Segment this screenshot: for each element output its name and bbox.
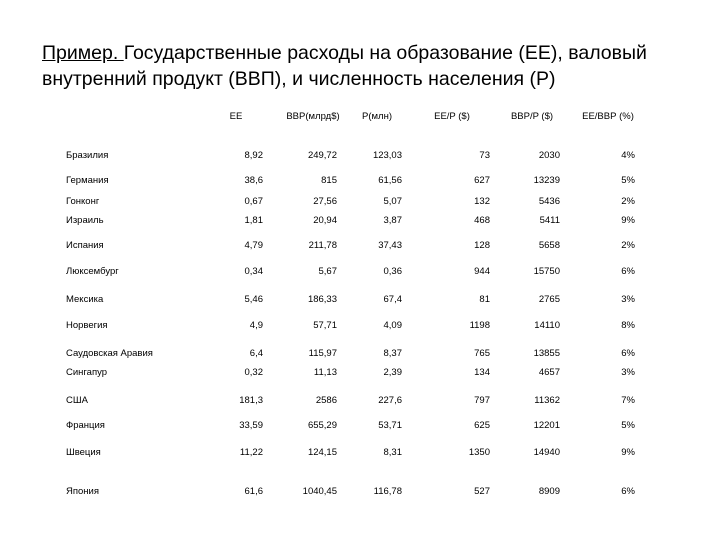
ee-cell: 33,59 (239, 420, 263, 431)
ee-per-capita-cell: 797 (474, 395, 490, 406)
country-name: Саудовская Аравия (66, 348, 153, 359)
gdp-per-capita-cell: 5436 (538, 196, 560, 207)
ee-cell: 0,32 (244, 367, 263, 378)
country-name: Мексика (66, 294, 104, 305)
gdp-cell: 115,97 (308, 348, 337, 359)
country-name: Швеция (66, 447, 101, 458)
ee-per-capita-cell: 128 (474, 240, 490, 251)
population-cell: 5,07 (383, 196, 402, 207)
header-gdp-per-capita: ВВР/P ($) (510, 111, 554, 122)
header-ee-per-capita: EE/P ($) (434, 111, 470, 122)
slide-title (42, 40, 702, 92)
ee-share-gdp-cell: 7% (621, 395, 635, 406)
ee-cell: 1,81 (244, 215, 263, 226)
ee-cell: 4,9 (249, 320, 263, 331)
ee-share-gdp-cell: 4% (621, 150, 635, 161)
ee-per-capita-cell: 765 (474, 348, 490, 359)
country-name: Франция (66, 420, 105, 431)
header-ee: EE (229, 111, 243, 122)
gdp-cell: 27,56 (313, 196, 337, 207)
gdp-per-capita-cell: 13239 (533, 175, 560, 186)
gdp-cell: 11,13 (313, 367, 337, 378)
gdp-per-capita-cell: 11362 (534, 395, 560, 406)
gdp-cell: 186,33 (307, 294, 337, 305)
country-name: Люксембург (66, 266, 119, 277)
ee-cell: 38,6 (244, 175, 263, 186)
ee-cell: 0,34 (244, 266, 263, 277)
gdp-per-capita-cell: 14940 (533, 447, 560, 458)
country-name: Испания (66, 240, 104, 251)
population-cell: 0,36 (383, 266, 402, 277)
population-cell: 61,56 (378, 175, 402, 186)
ee-per-capita-cell: 625 (474, 420, 490, 431)
ee-per-capita-cell: 132 (474, 196, 490, 207)
gdp-per-capita-cell: 14110 (534, 320, 560, 331)
gdp-cell: 124,15 (307, 447, 337, 458)
gdp-cell: 2586 (315, 395, 337, 406)
gdp-per-capita-cell: 5658 (538, 240, 560, 251)
ee-share-gdp-cell: 6% (621, 266, 635, 277)
ee-per-capita-cell: 81 (479, 294, 490, 305)
ee-cell: 6,4 (249, 348, 263, 359)
gdp-cell: 211,78 (308, 240, 337, 251)
country-name: Япония (66, 486, 99, 497)
gdp-cell: 655,29 (307, 420, 337, 431)
ee-share-gdp-cell: 3% (621, 294, 635, 305)
ee-per-capita-cell: 944 (474, 266, 490, 277)
gdp-cell: 815 (321, 175, 337, 186)
population-cell: 3,87 (383, 215, 402, 226)
title-line-1 (42, 40, 702, 66)
ee-per-capita-cell: 1198 (469, 320, 490, 331)
ee-per-capita-cell: 468 (474, 215, 490, 226)
ee-cell: 61,6 (244, 486, 263, 497)
ee-cell: 11,22 (239, 447, 263, 458)
population-cell: 67,4 (383, 294, 402, 305)
country-name: Норвегия (66, 320, 108, 331)
ee-per-capita-cell: 627 (474, 175, 490, 186)
population-cell: 4,09 (383, 320, 402, 331)
ee-share-gdp-cell: 5% (621, 175, 635, 186)
ee-share-gdp-cell: 8% (621, 320, 635, 331)
ee-cell: 0,67 (244, 196, 263, 207)
gdp-cell: 5,67 (318, 266, 337, 277)
population-cell: 123,03 (372, 150, 402, 161)
ee-share-gdp-cell: 5% (621, 420, 635, 431)
gdp-cell: 20,94 (313, 215, 337, 226)
country-name: США (66, 395, 88, 406)
population-cell: 227,6 (378, 395, 402, 406)
ee-per-capita-cell: 134 (474, 367, 490, 378)
example-label: Пример. (42, 42, 124, 64)
gdp-cell: 1040,45 (302, 486, 337, 497)
gdp-per-capita-cell: 8909 (538, 486, 560, 497)
title-line-2: внутренний продукт (ВВП), и численность населения (P) (42, 68, 556, 90)
gdp-per-capita-cell: 2765 (538, 294, 560, 305)
gdp-cell: 249,72 (307, 150, 337, 161)
population-cell: 8,37 (383, 348, 402, 359)
ee-share-gdp-cell: 6% (621, 348, 635, 359)
ee-share-gdp-cell: 9% (621, 447, 635, 458)
gdp-per-capita-cell: 4657 (538, 367, 560, 378)
country-name: Гонконг (66, 196, 100, 207)
ee-per-capita-cell: 1350 (468, 447, 490, 458)
ee-share-gdp-cell: 2% (621, 196, 635, 207)
ee-cell: 5,46 (244, 294, 263, 305)
country-name: Израиль (66, 215, 104, 226)
gdp-per-capita-cell: 13855 (533, 348, 560, 359)
country-name: Германия (66, 175, 109, 186)
ee-cell: 8,92 (244, 150, 263, 161)
population-cell: 8,31 (383, 447, 402, 458)
ee-share-gdp-cell: 6% (621, 486, 635, 497)
ee-share-gdp-cell: 2% (621, 240, 635, 251)
population-cell: 2,39 (383, 367, 402, 378)
gdp-per-capita-cell: 5411 (539, 215, 560, 226)
ee-per-capita-cell: 527 (474, 486, 490, 497)
gdp-per-capita-cell: 2030 (538, 150, 560, 161)
header-population: P(млн) (362, 111, 392, 122)
ee-share-gdp-cell: 9% (621, 215, 635, 226)
population-cell: 53,71 (378, 420, 402, 431)
gdp-per-capita-cell: 12201 (533, 420, 560, 431)
header-gdp: ВВР(млрд$) (286, 111, 340, 122)
ee-cell: 181,3 (239, 395, 263, 406)
country-name: Сингапур (66, 367, 108, 378)
title-line-1-text: Государственные расходы на образование (EE), валовый (123, 42, 647, 64)
population-cell: 37,43 (378, 240, 402, 251)
ee-share-gdp-cell: 3% (621, 367, 635, 378)
ee-per-capita-cell: 73 (479, 150, 490, 161)
gdp-per-capita-cell: 15750 (533, 266, 560, 277)
ee-cell: 4,79 (244, 240, 263, 251)
country-name: Бразилия (66, 150, 109, 161)
gdp-cell: 57,71 (313, 320, 337, 331)
population-cell: 116,78 (373, 486, 402, 497)
header-ee-share-gdp: EE/ВВР (%) (582, 111, 634, 122)
